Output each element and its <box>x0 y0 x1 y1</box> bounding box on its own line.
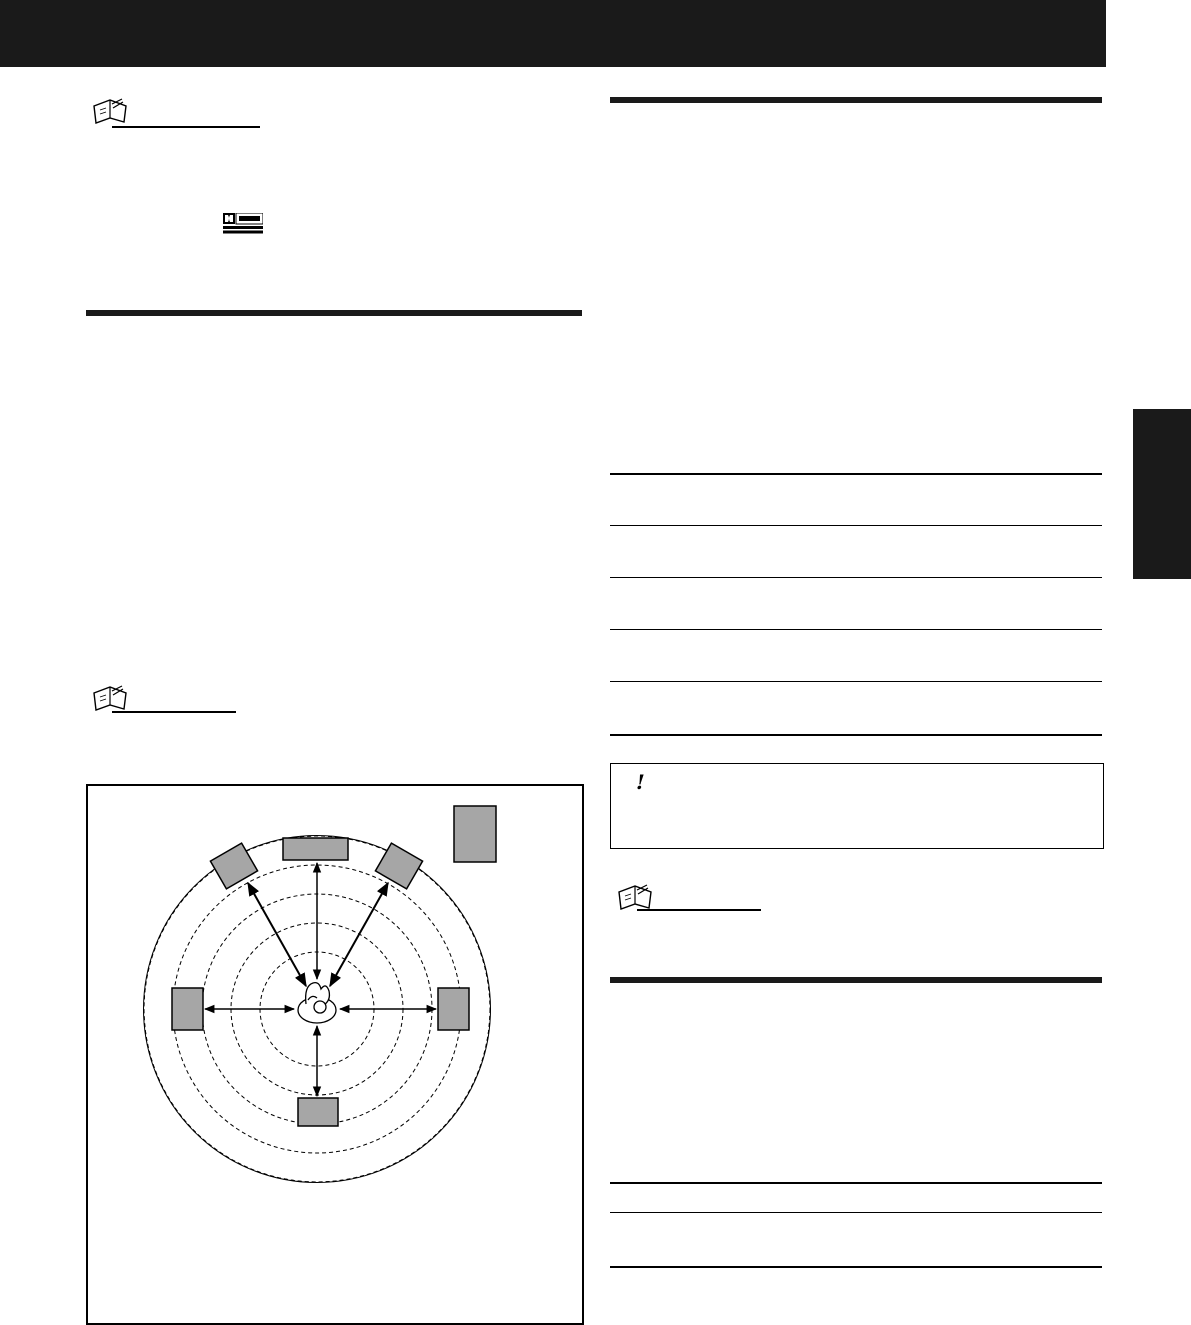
table-bottom-rule <box>610 734 1102 736</box>
table-row <box>610 682 1102 734</box>
note-book-icon <box>92 683 128 713</box>
table-row <box>610 526 1102 577</box>
table-row <box>610 475 1102 525</box>
surround-back-speaker <box>298 1098 338 1126</box>
section-rule <box>86 310 582 316</box>
subwoofer <box>454 806 496 862</box>
surround-right-speaker <box>438 988 469 1030</box>
caution-box <box>610 763 1104 849</box>
table-row <box>610 1184 1102 1212</box>
table-bottom-rule <box>610 1266 1102 1268</box>
speaker-layout-diagram <box>86 784 584 1325</box>
note-book-icon <box>92 96 128 126</box>
notes-underline <box>112 126 260 128</box>
section-tab <box>1133 409 1191 579</box>
table-row <box>610 630 1102 681</box>
exclamation-icon: ! <box>636 770 645 794</box>
surround-left-speaker <box>172 988 203 1030</box>
front-right-speaker <box>375 843 422 889</box>
dolby-logo-icon <box>223 213 263 234</box>
table-row <box>610 1213 1102 1266</box>
table-row <box>610 578 1102 629</box>
notes-underline <box>112 711 236 713</box>
arrow-front-left <box>248 883 306 986</box>
note-book-icon <box>617 882 653 912</box>
center-speaker <box>283 838 348 860</box>
section-rule <box>610 97 1102 103</box>
listener-icon <box>298 983 336 1023</box>
header-bar <box>0 0 1106 67</box>
section-rule <box>610 977 1102 983</box>
notes-underline <box>637 909 761 911</box>
front-left-speaker <box>210 843 257 889</box>
